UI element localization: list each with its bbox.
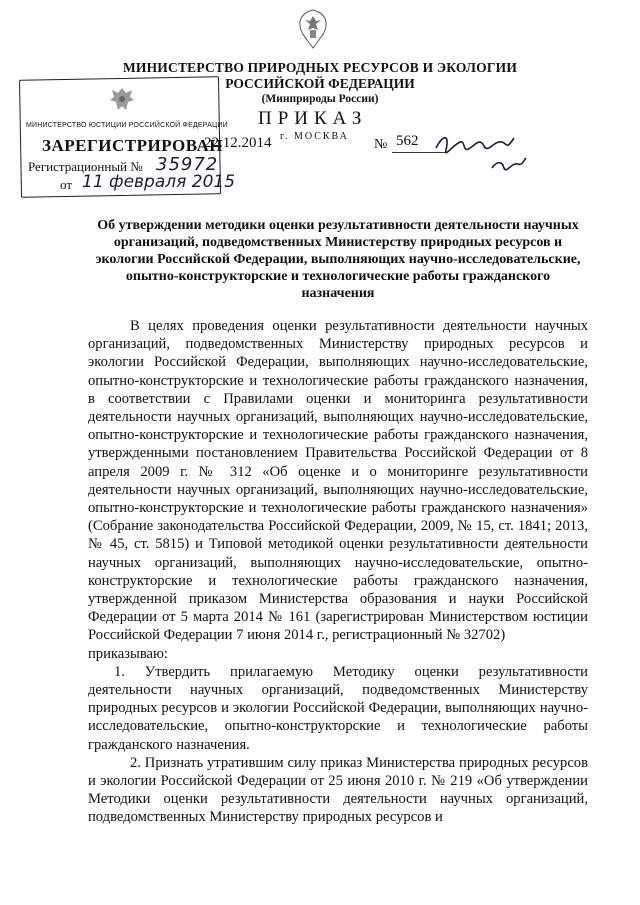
coat-of-arms-icon — [296, 8, 330, 52]
stamp-reg-number: 35972 — [156, 154, 219, 175]
document-type: ПРИКАЗ — [258, 108, 368, 129]
stamp-reg-number-label: Регистрационный № — [28, 159, 143, 174]
item-2-paragraph: 2. Признать утратившим силу приказ Министерства природных ресурсов и экологии Российской Федерации от 25 июня 2010 г. № 219 «Об утверждении Методики оценки результативности деятельности научных организаций, подведомственных Министерству природных ресурсов и — [88, 754, 588, 826]
stamp-registered: ЗАРЕГИСТРИРОВАН — [42, 136, 224, 155]
item-1-paragraph: 1. Утвердить прилагаемую Методику оценки результативности деятельности научных организаций, подведомственных Министерству природных ресурсов и экологии Российской Федерации, выполняющих научно-исследовательские, опытно-конструкторские и технологические работы гражданского назначения. — [88, 663, 588, 753]
order-word: приказываю: — [88, 645, 168, 662]
stamp-date: 11 февраля 2015 — [82, 172, 236, 192]
eagle-emblem-icon — [106, 84, 138, 116]
ministry-name-line2: РОССИЙСКОЙ ФЕДЕРАЦИИ — [225, 76, 415, 91]
document-date: 22.12.2014 — [204, 135, 272, 151]
handwritten-signature — [432, 128, 528, 180]
registration-stamp — [20, 78, 234, 202]
document-number-label: № — [374, 137, 388, 152]
ministry-short-name: (Минприроды России) — [261, 93, 379, 105]
document-body — [88, 317, 588, 827]
stamp-ministry: МИНИСТЕРСТВО ЮСТИЦИИ РОССИЙСКОЙ ФЕДЕРАЦИИ — [26, 122, 228, 129]
stamp-date-label: от — [60, 177, 73, 192]
document-city: г. МОСКВА — [280, 131, 349, 142]
document-number: 562 — [396, 133, 419, 149]
ministry-name-line1: МИНИСТЕРСТВО ПРИРОДНЫХ РЕСУРСОВ И ЭКОЛОГИИ — [122, 60, 518, 75]
document-title: Об утверждении методики оценки результативности деятельности научных организаций, подведомственных Министерству природных ресурсов и экологии Российской Федерации, выполняющих научно-исследовательские, опытно-конструкторские и технологические работы гражданского назначения — [95, 218, 581, 301]
preamble-paragraph: В целях проведения оценки результативности деятельности научных организаций, подведомственных Министерству природных ресурсов и экологии Российской Федерации, выполняющих научно-исследовательские, опытно-конструкторские и технологические работы гражданского назначения, в соответствии с Правилами оценки и мониторинга результативности деятельности научных организаций, выполняющих научно-исследовательские, опытно-конструкторские и технологические работы гражданского назначения, утвержденными постановлением Правительства Российской Федерации от 8 апреля 2009 г. № 312 «Об оценке и о мониторинге результативности деятельности научных организаций, выполняющих научно-исследовательские, опытно-конструкторские и технологические работы гражданского назначения» (Собрание законодательства Российской Федерации, 2009, № 15, ст. 1841; 2013, № 45, ст. 5815) и Типовой методикой оценки результативности деятельности научных организаций, выполняющих научно-исследовательские, опытно-конструкторские и технологические работы гражданского назначения, утвержденной приказом Министерства образования и науки Российской Федерации от 5 марта 2014 № 161 (зарегистрирован Министерством юстиции Российской Федерации 7 июня 2014 г., регистрационный № 32702) — [88, 318, 588, 644]
